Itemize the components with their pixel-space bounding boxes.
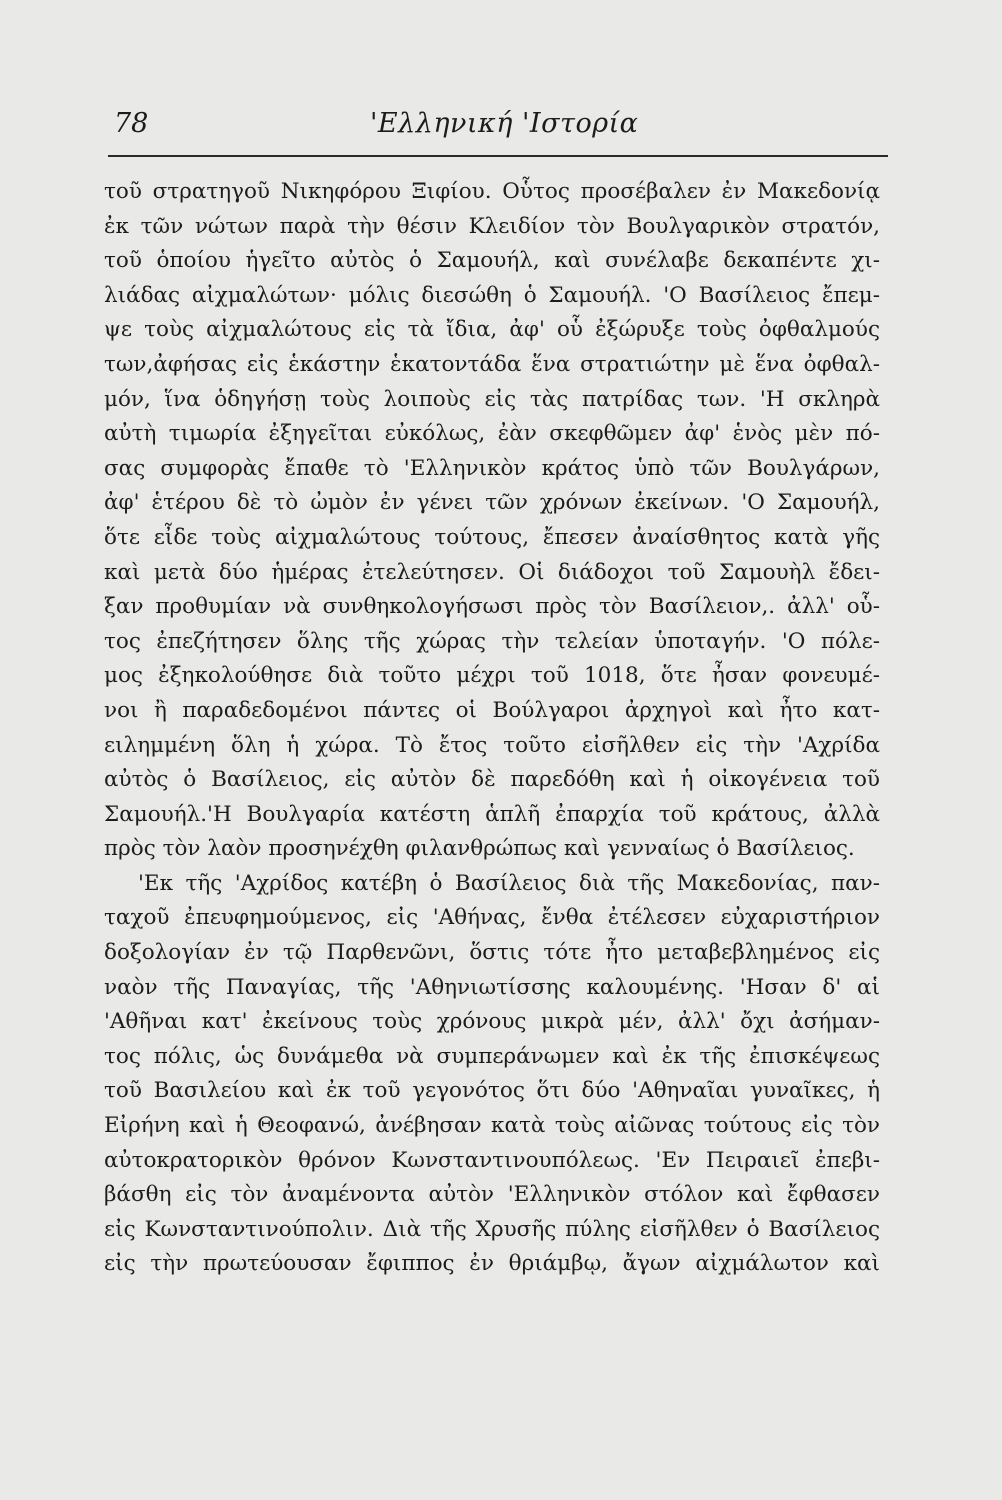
- text-line: καὶ μετὰ δύο ἡμέρας ἐτελεύτησεν. Οἱ διάδοχοι τοῦ Σαμουὴλ ἔδει-: [104, 559, 880, 585]
- text-line: των,ἀφήσας εἰς ἑκάστην ἑκατοντάδα ἕνα στρατιώτην μὲ ἕνα ὀφθαλ-: [104, 351, 880, 377]
- header-rule: [108, 155, 888, 157]
- text-line: Εἰρήνη καὶ ἡ Θεοφανώ, ἀνέβησαν κατὰ τοὺς αἰῶνας τούτους εἰς τὸν: [104, 1113, 880, 1139]
- page-number: 78: [114, 108, 149, 139]
- page-header: [112, 102, 887, 152]
- text-line: σας συμφορὰς ἔπαθε τὸ 'Ελληνικὸν κράτος ὑπὸ τῶν Βουλγάρων,: [104, 455, 880, 481]
- text-line: ξαν προθυμίαν νὰ συνθηκολογήσωσι πρὸς τὸν Βασίλειον,. ἀλλ' οὗ-: [104, 594, 880, 620]
- text-line: δοξολογίαν ἐν τῷ Παρθενῶνι, ὅστις τότε ἦτο μεταβεβλημένος εἰς: [104, 940, 880, 966]
- text-line: μόν, ἵνα ὁδηγήσῃ τοὺς λοιποὺς εἰς τὰς πατρίδας των. 'Η σκληρὰ: [104, 386, 880, 412]
- text-line: Σαμουήλ.'Η Βουλγαρία κατέστη ἁπλῆ ἐπαρχία τοῦ κράτους, ἀλλὰ: [104, 801, 880, 827]
- text-line: τοῦ στρατηγοῦ Νικηφόρου Ξιφίου. Οὗτος προσέβαλεν ἐν Μακεδονίᾳ: [104, 179, 880, 204]
- text-line: αὐτὸς ὁ Βασίλειος, εἰς αὐτὸν δὲ παρεδόθη καὶ ἡ οἰκογένεια τοῦ: [104, 767, 880, 793]
- text-line: νοι ἢ παραδεδομένοι πάντες οἱ Βούλγαροι ἀρχηγοὶ καὶ ἦτο κατ-: [104, 697, 880, 723]
- text-line: τος ἐπεζήτησεν ὅλης τῆς χώρας τὴν τελείαν ὑποταγήν. 'Ο πόλε-: [104, 628, 880, 654]
- text-line: τοῦ Βασιλείου καὶ ἐκ τοῦ γεγονότος ὅτι δύο 'Αθηναῖαι γυναῖκες, ἡ: [104, 1078, 880, 1104]
- running-title: 'Ελληνική 'Ιστορία: [370, 108, 639, 139]
- text-line: εἰς τὴν πρωτεύουσαν ἔφιππος ἐν θριάμβῳ, ἄγων αἰχμάλωτον καὶ: [104, 1251, 880, 1277]
- text-line: ψε τοὺς αἰχμαλώτους εἰς τὰ ἴδια, ἀφ' οὗ ἐξώρυξε τοὺς ὀφθαλμούς: [104, 317, 880, 343]
- text-line: ταχοῦ ἐπευφημούμενος, εἰς 'Αθήνας, ἔνθα ἐτέλεσεν εὐχαριστήριον: [104, 905, 880, 931]
- text-line: αὐτὴ τιμωρία ἐξηγεῖται εὐκόλως, ἐὰν σκεφθῶμεν ἀφ' ἑνὸς μὲν πό-: [104, 421, 880, 447]
- text-line: 'Εκ τῆς 'Αχρίδος κατέβη ὁ Βασίλειος διὰ τῆς Μακεδονίας, παν-: [138, 870, 880, 896]
- text-line: ὅτε εἶδε τοὺς αἰχμαλώτους τούτους, ἔπεσεν ἀναίσθητος κατὰ γῆς: [104, 524, 880, 550]
- text-line: 'Αθῆναι κατ' ἐκείνους τοὺς χρόνους μικρὰ μέν, ἀλλ' ὄχι ἀσήμαν-: [104, 1009, 880, 1035]
- text-line: πρὸς τὸν λαὸν προσηνέχθη φιλανθρώπως καὶ γενναίως ὁ Βασίλειος.: [104, 836, 855, 862]
- text-line: λιάδας αἰχμαλώτων· μόλις διεσώθη ὁ Σαμουήλ. 'Ο Βασίλειος ἔπεμ-: [104, 282, 880, 308]
- text-line: αὐτοκρατορικὸν θρόνον Κωνσταντινουπόλεως. 'Εν Πειραιεῖ ἐπεβι-: [104, 1147, 880, 1173]
- text-line: ἀφ' ἑτέρου δὲ τὸ ὠμὸν ἐν γένει τῶν χρόνων ἐκείνων. 'Ο Σαμουήλ,: [104, 490, 880, 516]
- text-line: μος ἐξηκολούθησε διὰ τοῦτο μέχρι τοῦ 1018, ὅτε ἦσαν φονευμέ-: [104, 663, 880, 689]
- text-line: ἐκ τῶν νώτων παρὰ τὴν θέσιν Κλειδίον τὸν Βουλγαρικὸν στρατόν,: [104, 213, 880, 239]
- text-line: ναὸν τῆς Παναγίας, τῆς 'Αθηνιωτίσσης καλουμένης. 'Ησαν δ' αἱ: [104, 974, 880, 1000]
- text-line: τος πόλις, ὡς δυνάμεθα νὰ συμπεράνωμεν καὶ ἐκ τῆς ἐπισκέψεως: [104, 1043, 880, 1069]
- text-line: τοῦ ὁποίου ἡγεῖτο αὐτὸς ὁ Σαμουήλ, καὶ συνέλαβε δεκαπέντε χι-: [104, 248, 880, 274]
- body-text: [104, 175, 880, 1282]
- text-line: βάσθη εἰς τὸν ἀναμένοντα αὐτὸν 'Ελληνικὸν στόλον καὶ ἔφθασεν: [104, 1182, 880, 1208]
- text-line: ειλημμένη ὅλη ἡ χώρα. Τὸ ἔτος τοῦτο εἰσῆλθεν εἰς τὴν 'Αχρίδα: [104, 732, 880, 758]
- text-line: εἰς Κωνσταντινούπολιν. Διὰ τῆς Χρυσῆς πύλης εἰσῆλθεν ὁ Βασίλειος: [104, 1216, 880, 1242]
